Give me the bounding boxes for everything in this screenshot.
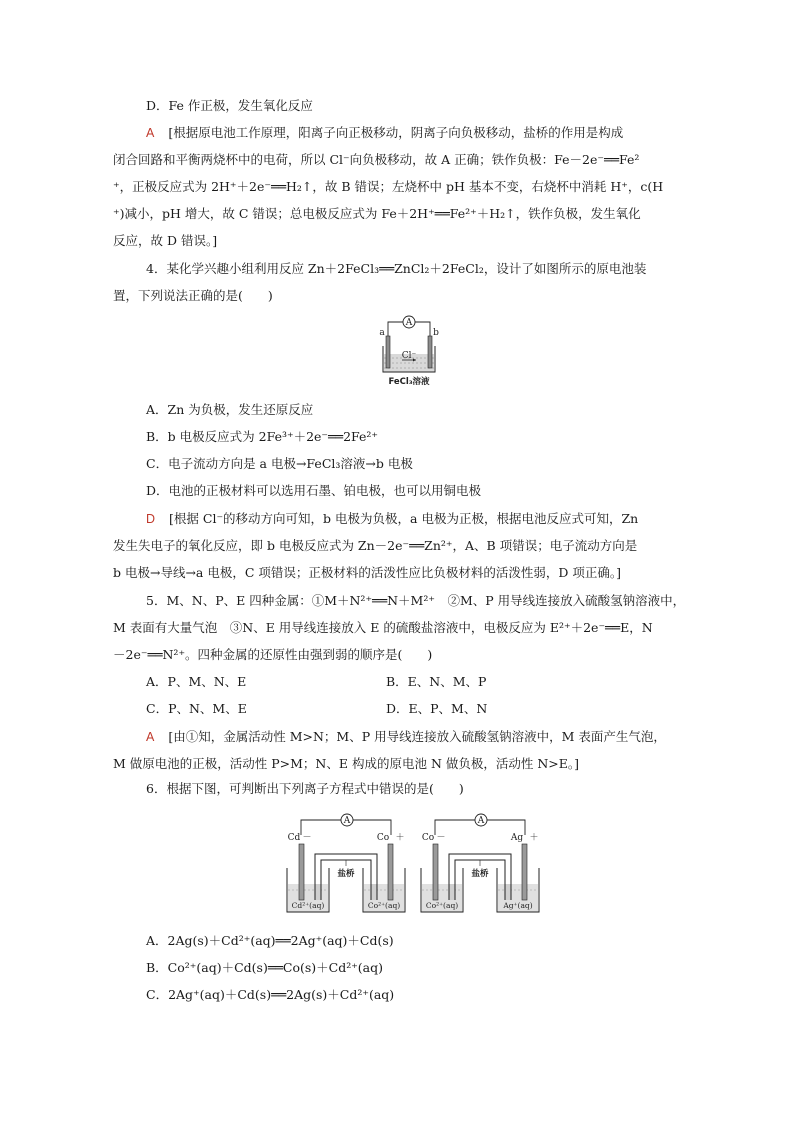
q6-option-c: C．2Ag⁺(aq)＋Cd(s)══2Ag(s)＋Cd²⁺(aq) bbox=[146, 987, 395, 1002]
q3-explanation-line-2: 闭合回路和平衡两烧杯中的电荷，所以 Cl⁻向负极移动，故 A 正确；铁作负极：Fe－2e⁻══Fe² bbox=[113, 152, 640, 167]
q4-answer-letter: D bbox=[146, 512, 156, 526]
q4-explanation-line-2: 发生失电子的氧化反应，即 b 电极反应式为 Zn－2e⁻══Zn²⁺，A、B 项错误；电子流动方向是 bbox=[113, 538, 638, 553]
q4-option-c: C．电子流动方向是 a 电极→FeCl₃溶液→b 电极 bbox=[146, 456, 413, 471]
q4-option-b: B．b 电极反应式为 2Fe³⁺＋2e⁻══2Fe²⁺ bbox=[146, 429, 379, 444]
q3-explanation-line-1: A [根据原电池工作原理，阳离子向正极移动，阴离子向负极移动，盐桥的作用是构成 bbox=[146, 125, 624, 140]
q6-option-a: A．2Ag(s)＋Cd²⁺(aq)══2Ag⁺(aq)＋Cd(s) bbox=[146, 933, 394, 948]
q4-electrode-a-label: a bbox=[379, 328, 385, 338]
q4-ion-label: Cl⁻ bbox=[401, 351, 417, 361]
q4-stem-line-1: 4．某化学兴趣小组利用反应 Zn＋2FeCl₃══ZnCl₂＋2FeCl₂，设计了如图所示的原电池装 bbox=[146, 261, 647, 276]
q6-left-bridge-label: 盐桥 bbox=[337, 869, 355, 879]
q4-galvanic-cell-figure bbox=[374, 312, 444, 388]
electrode-b bbox=[428, 336, 432, 368]
q4-option-d: D．电池的正极材料可以选用石墨、铂电极，也可以用铜电极 bbox=[146, 483, 482, 498]
q3-option-d: D．Fe 作正极，发生氧化反应 bbox=[146, 98, 313, 113]
q6-left-sign-right: ＋ bbox=[395, 833, 405, 843]
q5-option-c: C．P、N、M、E bbox=[146, 701, 247, 716]
q6-left-electrode-label-left: Cd bbox=[287, 833, 301, 843]
q6-right-solution-left: Co²⁺(aq) bbox=[425, 901, 459, 910]
q6-stem: 6．根据下图，可判断出下列离子方程式中错误的是( ) bbox=[146, 781, 464, 796]
q5-stem-line-1: 5．M、N、P、E 四种金属：①M＋N²⁺══N＋M²⁺ ②M、P 用导线连接放入硫酸氢钠溶液中， bbox=[146, 593, 686, 608]
q5-option-d: D．E、P、M、N bbox=[386, 701, 488, 716]
q6-left-solution-left: Cd²⁺(aq) bbox=[291, 901, 325, 910]
q4-explanation-line-1: D [根据 Cl⁻的移动方向可知，b 电极为负极，a 电极为正极，根据电池反应式可知，Zn bbox=[146, 511, 639, 526]
q5-option-a: A．P、M、N、E bbox=[146, 674, 247, 689]
q6-right-sign-left: － bbox=[436, 833, 446, 843]
q6-left-solution-right: Co²⁺(aq) bbox=[367, 901, 401, 910]
q5-stem-line-3: －2e⁻══N²⁺。四种金属的还原性由强到弱的顺序是( ) bbox=[113, 647, 433, 662]
q5-stem-line-2: M 表面有大量气泡 ③N、E 用导线连接放入 E 的硫酸盐溶液中，电极反应为 E²⁺＋2e⁻══E，N bbox=[113, 620, 653, 635]
q4-explanation-line-3: b 电极→导线→a 电极，C 项错误；正极材料的活泼性应比负极材料的活泼性弱，D 项正确。] bbox=[113, 565, 622, 580]
q6-right-bridge-label: 盐桥 bbox=[471, 869, 489, 879]
q6-cell-cd-co-figure bbox=[283, 808, 411, 920]
q6-right-electrode-label-left: Co bbox=[421, 833, 435, 843]
q3-answer-letter: A bbox=[146, 126, 155, 140]
q3-explanation-line-5: 反应，故 D 错误。] bbox=[113, 233, 218, 248]
q6-left-electrode-label-right: Co bbox=[376, 833, 390, 843]
q5-answer-letter: A bbox=[146, 730, 155, 744]
q6-right-electrode-label-right: Ag bbox=[510, 833, 524, 843]
q6-option-b: B．Co²⁺(aq)＋Cd(s)══Co(s)＋Cd²⁺(aq) bbox=[146, 960, 384, 975]
q3-explanation-line-4: ⁺)减小，pH 增大，故 C 错误；总电极反应式为 Fe＋2H⁺══Fe²⁺＋H₂↑，铁作负极，发生氧化 bbox=[113, 206, 641, 221]
q4-meter-label: A bbox=[405, 318, 413, 328]
q4-figure-caption: FeCl₃溶液 bbox=[388, 377, 430, 387]
q6-right-sign-right: ＋ bbox=[529, 833, 539, 843]
q5-option-b: B．E、N、M、P bbox=[386, 674, 487, 689]
q5-explanation-line-1: A [由①知，金属活动性 M>N；M、P 用导线连接放入硫酸氢钠溶液中，M 表面产生气泡， bbox=[146, 729, 666, 744]
q6-left-sign-left: － bbox=[302, 833, 312, 843]
q6-left-meter-label: A bbox=[343, 816, 351, 826]
q6-right-solution-right: Ag⁺(aq) bbox=[503, 901, 533, 910]
electrode-a bbox=[386, 336, 390, 368]
q4-option-a: A．Zn 为负极，发生还原反应 bbox=[146, 402, 314, 417]
q5-explanation-line-2: M 做原电池的正极，活动性 P>M；N、E 构成的原电池 N 做负极，活动性 N>E。] bbox=[113, 756, 579, 771]
q3-explanation-line-3: ⁺，正极反应式为 2H⁺＋2e⁻══H₂↑，故 B 错误；左烧杯中 pH 基本不变，右烧杯中消耗 H⁺，c(H bbox=[113, 179, 664, 194]
q6-cell-co-ag-figure bbox=[417, 808, 545, 920]
q4-stem-line-2: 置，下列说法正确的是( ) bbox=[113, 288, 273, 303]
q6-right-meter-label: A bbox=[477, 816, 485, 826]
q4-electrode-b-label: b bbox=[433, 328, 439, 338]
